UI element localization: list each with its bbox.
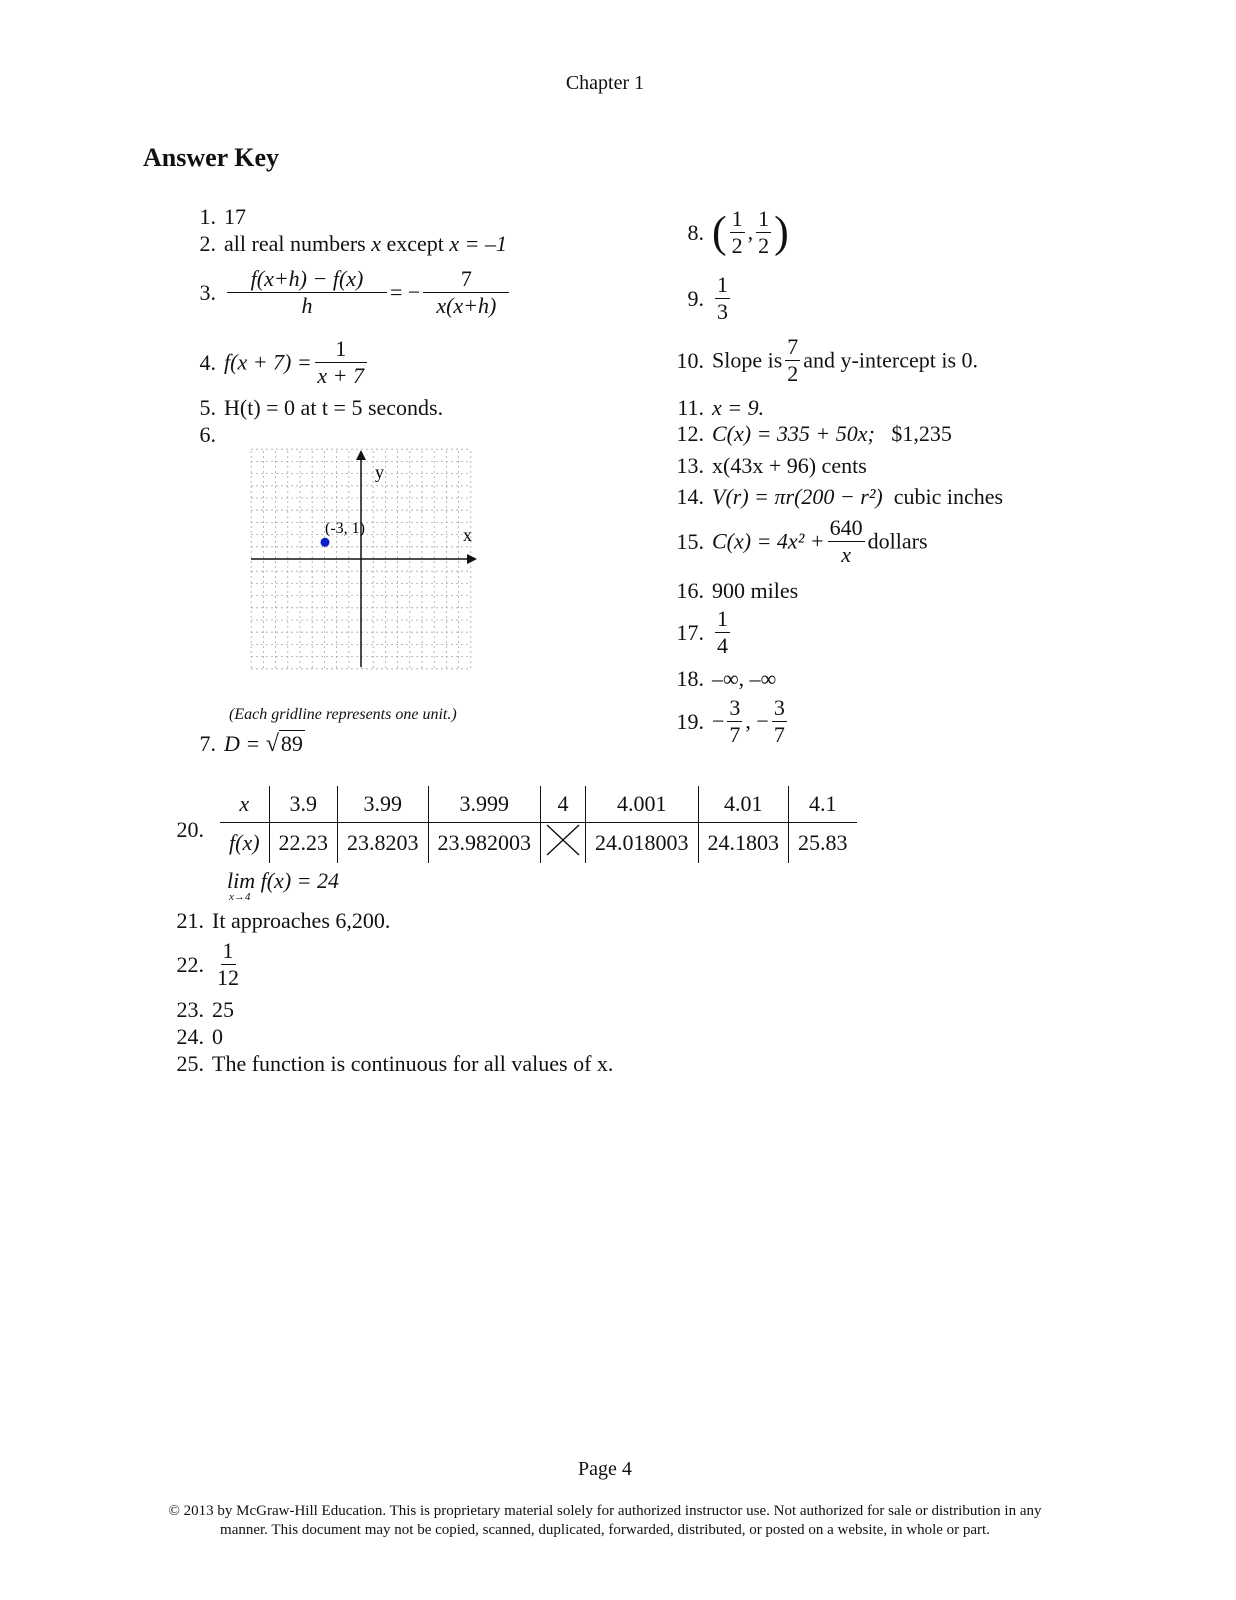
table-cell: 24.018003 (586, 823, 699, 864)
undefined-cross-icon (541, 823, 586, 864)
table-cell: 25.83 (789, 823, 857, 864)
answer-23: 23. 25 (176, 997, 234, 1022)
x-axis-arrow-icon (467, 554, 477, 564)
answer-25: 25. The function is continuous for all values of x. (176, 1051, 614, 1076)
values-table (220, 786, 857, 863)
answer-1: 1. 17 (199, 204, 246, 229)
answer-20-limit-subscript: x→4 (229, 891, 251, 903)
graph-note: (Each gridline represents one unit.) (229, 706, 457, 723)
answer-3: 3. $\frac{f(x+h) - f(x)}{h}$ = − $\frac{7}{x(x+h)}$ (180, 266, 512, 319)
table-header-fx: f(x) (229, 830, 260, 855)
answer-11: 11. x = 9. (677, 395, 765, 420)
page-number: Page 4 (578, 1458, 632, 1480)
table-row-x (220, 786, 857, 823)
answer-4: 4. f(x + 7) = $\frac{1}{x + 7}$ (180, 336, 370, 389)
table-cell: 4 (541, 786, 586, 823)
plotted-point (321, 538, 330, 547)
answer-5: 5. H(t) = 0 at t = 5 seconds. (199, 395, 444, 420)
answer-18: 18. –∞, –∞ (676, 666, 777, 691)
table-header-x: x (220, 786, 269, 823)
answer-9: 9. $\frac{1}{3}$ (687, 272, 728, 324)
answer-20-limit: lim f(x) = 24 (227, 868, 339, 893)
x-axis-label: x (463, 525, 472, 545)
answer-17: 17. $\frac{1}{4}$ (676, 606, 728, 658)
table-cell: 4.1 (789, 786, 857, 823)
answer-12: 12. C(x) = 335 + 50x; $1,235 (676, 421, 952, 446)
answer-20-label: 20. (176, 817, 204, 842)
answer-8: 8. ( $\frac{1}{2}$ , $\frac{1}{2}$ ) (687, 206, 789, 258)
table-cell: 3.9 (269, 786, 338, 823)
table-cell: 23.8203 (338, 823, 429, 864)
table-cell: 22.23 (269, 823, 338, 864)
answer-14: 14. V(r) = πr(200 − r²) cubic inches (676, 484, 1004, 509)
answer-16: 16. 900 miles (676, 578, 799, 603)
table-cell: 4.001 (586, 786, 699, 823)
table-cell: 23.982003 (428, 823, 541, 864)
table-row-fx (220, 823, 857, 864)
answer-15: 15. C(x) = 4x² + $\frac{640}{x}$ dollars (676, 515, 928, 567)
answer-24: 24. 0 (176, 1024, 223, 1049)
table-cell: 24.1803 (698, 823, 789, 864)
answer-21: 21. It approaches 6,200. (176, 908, 391, 933)
answer-10: 10. Slope is $\frac{7}{2}$ and y-intercept is 0. (676, 334, 979, 386)
chapter-header: Chapter 1 (565, 72, 645, 94)
table-cell: 3.999 (428, 786, 541, 823)
answer-7: 7. D = √89 (199, 731, 303, 757)
y-axis-label: y (375, 462, 384, 482)
answer-22: 22. $\frac{1}{12}$ (176, 938, 239, 990)
page-title: Answer Key (143, 143, 280, 172)
coordinate-graph (245, 445, 485, 677)
y-axis-arrow-icon (356, 450, 366, 460)
answer-2: 2. all real numbers x except x = –1 (199, 231, 508, 256)
table-cell: 4.01 (698, 786, 789, 823)
point-label: (-3, 1) (325, 520, 365, 537)
copyright-line-1: © 2013 by McGraw-Hill Education. This is proprietary material solely for authorized instructor use. Not authorized for sale or distribution in any (168, 1503, 1042, 1519)
answer-19: 19. − $\frac{3}{7}$ , − $\frac{3}{7}$ (676, 695, 785, 747)
answer-6-label: 6. (199, 422, 216, 447)
copyright-line-2: manner. This document may not be copied, scanned, duplicated, forwarded, distributed, or posted on a website, in whole or part. (220, 1522, 990, 1538)
table-cell: 3.99 (338, 786, 429, 823)
answer-13: 13. x(43x + 96) cents (676, 453, 867, 478)
